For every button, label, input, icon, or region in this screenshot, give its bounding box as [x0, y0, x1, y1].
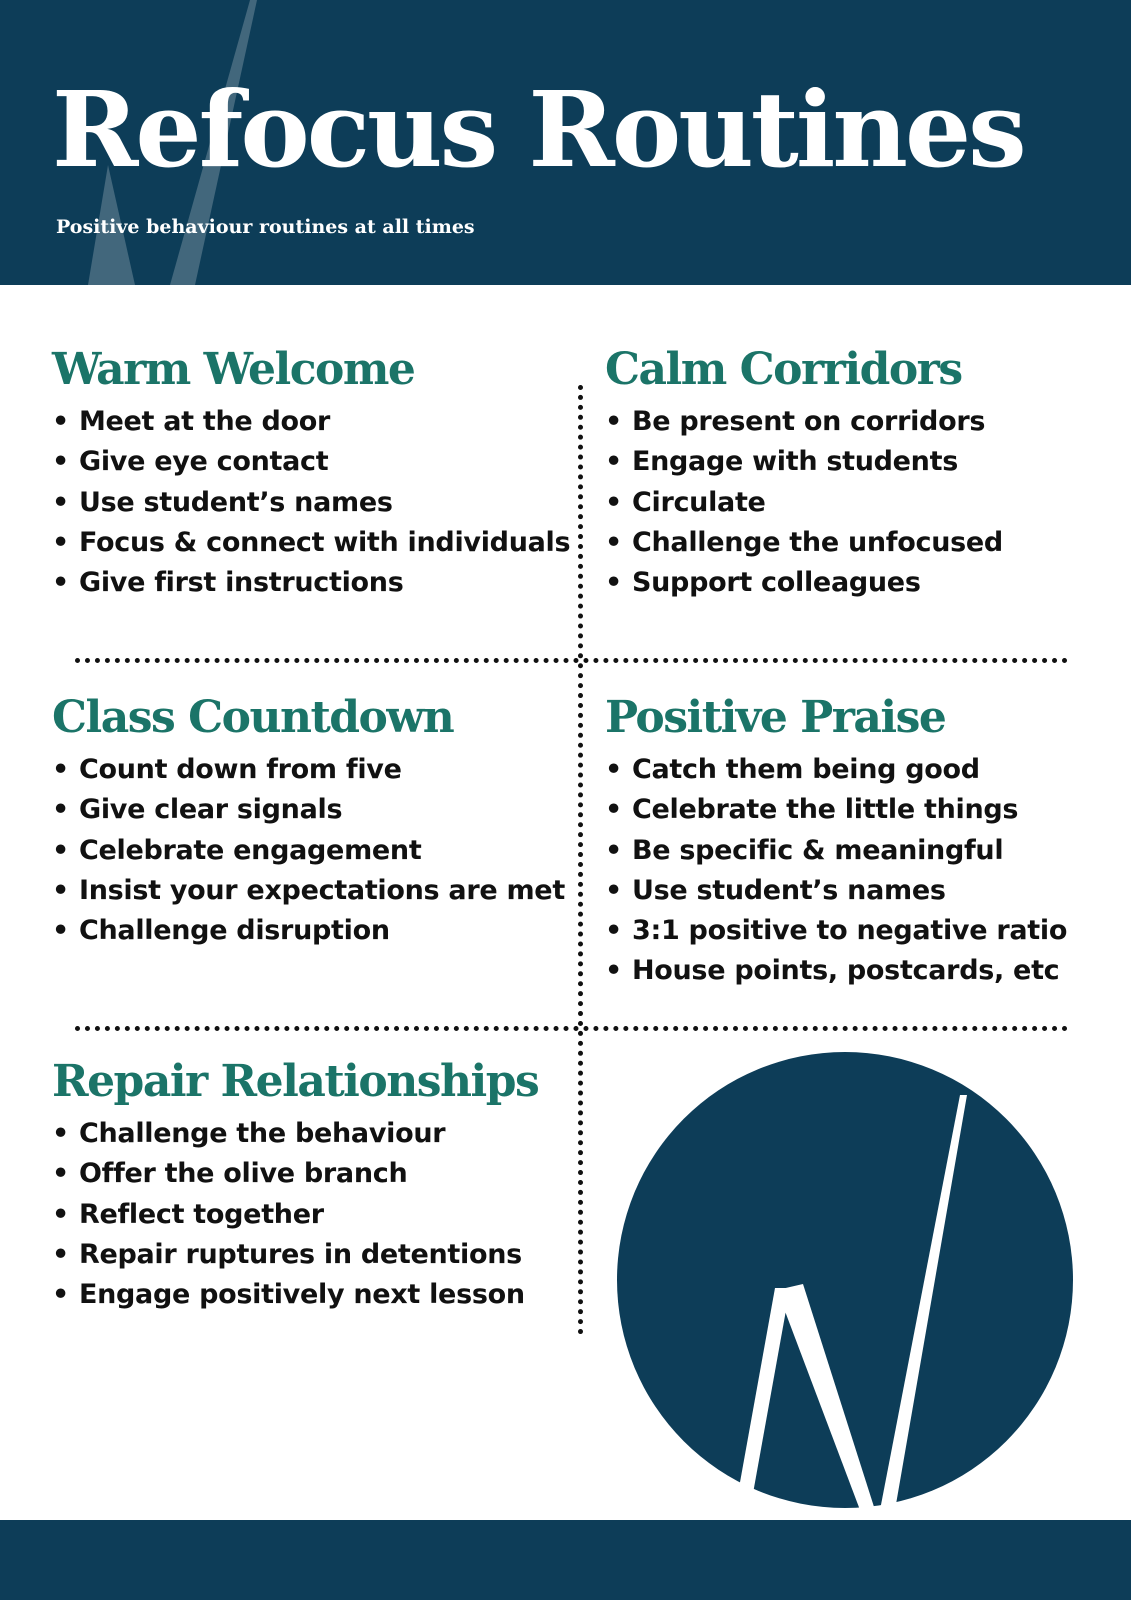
list-item: • Challenge disruption	[52, 911, 592, 951]
list-item: • Repair ruptures in detentions	[52, 1235, 592, 1275]
horizontal-dotted-divider	[75, 658, 1068, 663]
list-item: • Celebrate the little things	[605, 790, 1131, 830]
list-item: • Challenge the unfocused	[605, 523, 1131, 563]
section-heading: Calm Corridors	[605, 344, 962, 395]
list-item: • Insist your expectations are met	[52, 871, 592, 911]
horizontal-dotted-divider	[75, 1026, 1068, 1031]
section-heading: Class Countdown	[52, 692, 454, 743]
list-item: • Be specific & meaningful	[605, 831, 1131, 871]
bullet-list	[605, 402, 1131, 603]
list-item: • Support colleagues	[605, 563, 1131, 603]
list-item: • Engage positively next lesson	[52, 1275, 592, 1315]
section-class-countdown	[52, 688, 592, 951]
section-calm-corridors	[605, 340, 1131, 603]
list-item: • Engage with students	[605, 442, 1131, 482]
section-heading: Positive Praise	[605, 692, 946, 743]
page-title: Refocus Routines	[52, 68, 1024, 191]
footer-band	[0, 1520, 1131, 1600]
list-item: • Focus & connect with individuals	[52, 523, 592, 563]
list-item: • 3:1 positive to negative ratio	[605, 911, 1131, 951]
list-item: • Give eye contact	[52, 442, 592, 482]
bullet-list	[52, 402, 592, 603]
list-item: • Reflect together	[52, 1195, 592, 1235]
list-item: • Meet at the door	[52, 402, 592, 442]
list-item: • Be present on corridors	[605, 402, 1131, 442]
section-repair-relationships	[52, 1052, 592, 1315]
list-item: • Use student’s names	[605, 871, 1131, 911]
list-item: • Count down from five	[52, 750, 592, 790]
list-item: • Give first instructions	[52, 563, 592, 603]
list-item: • Circulate	[605, 483, 1131, 523]
list-item: • Use student’s names	[52, 483, 592, 523]
section-positive-praise	[605, 688, 1131, 992]
list-item: • Give clear signals	[52, 790, 592, 830]
page-subtitle: Positive behaviour routines at all times	[56, 216, 475, 238]
n-logo-icon	[615, 1050, 1075, 1510]
section-warm-welcome	[52, 340, 592, 603]
vertical-dotted-divider	[578, 385, 583, 1335]
header-banner	[0, 0, 1131, 285]
list-item: • Offer the olive branch	[52, 1154, 592, 1194]
bullet-list	[52, 1114, 592, 1315]
bullet-list	[52, 750, 592, 951]
list-item: • Challenge the behaviour	[52, 1114, 592, 1154]
bullet-list	[605, 750, 1131, 992]
list-item: • House points, postcards, etc	[605, 951, 1131, 991]
section-heading: Warm Welcome	[52, 344, 415, 395]
section-heading: Repair Relationships	[52, 1056, 539, 1107]
list-item: • Catch them being good	[605, 750, 1131, 790]
list-item: • Celebrate engagement	[52, 831, 592, 871]
